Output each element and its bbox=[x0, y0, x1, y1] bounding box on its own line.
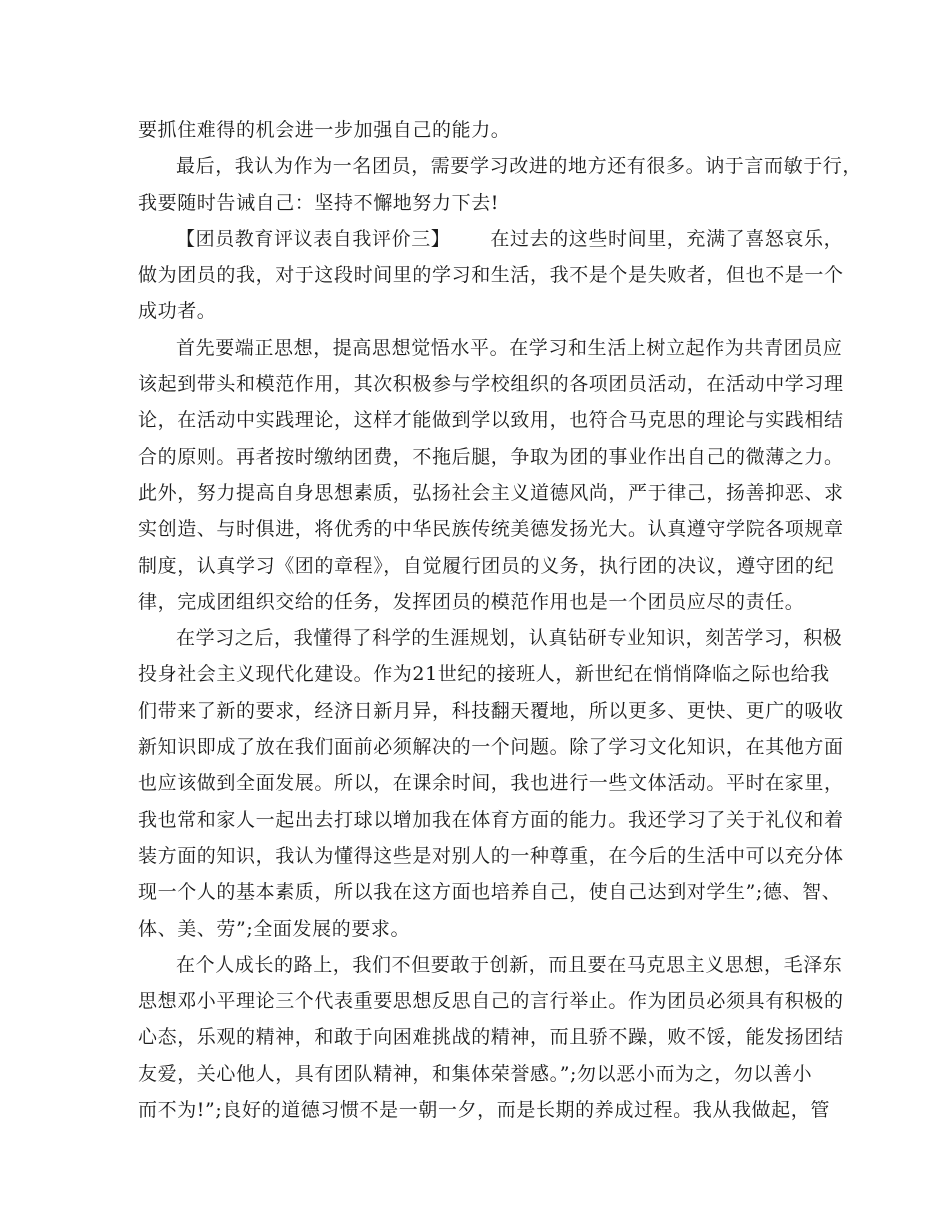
text-line: 要抓住难得的机会进一步加强自己的能力。 bbox=[138, 119, 511, 141]
text-line: 律，完成团组织交给的任务，发挥团员的模范作用也是一个团员应尽的责任。 bbox=[138, 590, 805, 613]
text-line: 成功者。 bbox=[138, 300, 217, 323]
text-line: 装方面的知识，我认为懂得这些是对别人的一种尊重，在今后的生活中可以充分体 bbox=[138, 844, 844, 867]
text-line: 我也常和家人一起出去打球以增加我在体育方面的能力。我还学习了关于礼仪和着 bbox=[138, 808, 844, 831]
text-line: 做为团员的我，对于这段时间里的学习和生活，我不是个是失败者，但也不是一个 bbox=[138, 264, 844, 287]
section-heading-line bbox=[138, 221, 844, 257]
text-line: 友爱，关心他人，具有团队精神，和集体荣誉感。”;勿以恶小而为之，勿以善小 bbox=[138, 1062, 813, 1085]
text-line: 而不为!”;良好的道德习惯不是一朝一夕，而是长期的养成过程。我从我做起，管 bbox=[138, 1099, 830, 1122]
text-line: 思想邓小平理论三个代表重要思想反思自己的言行举止。作为团员必须具有积极的 bbox=[138, 990, 844, 1013]
text-line: 论，在活动中实践理论，这样才能做到学以致用，也符合马克思的理论与实践相结 bbox=[138, 409, 844, 432]
text-line: 此外，努力提高自身思想素质，弘扬社会主义道德风尚，严于律己，扬善抑恶、求 bbox=[138, 481, 844, 504]
text-line: 制度，认真学习《团的章程》，自觉履行团员的义务，执行团的决议，遵守团的纪 bbox=[138, 554, 835, 577]
paragraph-line: 在个人成长的路上，我们不但要敢于创新，而且要在马克思主义思想，毛泽东 bbox=[176, 953, 843, 976]
heading-trailing-text: 在过去的这些时间里，充满了喜怒哀乐， bbox=[490, 227, 844, 250]
text-line: 现一个人的基本素质，所以我在这方面也培养自己，使自己达到对学生”;德、智、 bbox=[138, 881, 842, 904]
paragraph-line: 在学习之后，我懂得了科学的生涯规划，认真钻研专业知识，刻苦学习，积极 bbox=[176, 627, 843, 650]
text-line: 该起到带头和模范作用，其次积极参与学校组织的各项团员活动，在活动中学习理 bbox=[138, 373, 844, 396]
text-line: 也应该做到全面发展。所以，在课余时间，我也进行一些文体活动。平时在家里， bbox=[138, 772, 844, 795]
paragraph-line: 首先要端正思想，提高思想觉悟水平。在学习和生活上树立起作为共青团员应 bbox=[176, 336, 843, 359]
paragraph-line: 最后，我认为作为一名团员，需要学习改进的地方还有很多。讷于言而敏于行， bbox=[176, 155, 863, 178]
section-heading: 【团员教育评议表自我评价三】 bbox=[176, 227, 451, 250]
text-line: 体、美、劳”;全面发展的要求。 bbox=[138, 917, 411, 940]
text-line: 们带来了新的要求，经济日新月异，科技翻天覆地，所以更多、更快、更广的吸收 bbox=[138, 699, 844, 722]
text-line: 投身社会主义现代化建设。作为21世纪的接班人，新世纪在悄悄降临之际也给我 bbox=[138, 663, 830, 686]
text-line: 我要随时告诫自己：坚持不懈地努力下去! bbox=[138, 191, 500, 214]
text-line: 实创造、与时俱进，将优秀的中华民族传统美德发扬光大。认真遵守学院各项规章 bbox=[138, 518, 844, 541]
text-line: 合的原则。再者按时缴纳团费，不拖后腿，争取为团的事业作出自己的微薄之力。 bbox=[138, 445, 844, 468]
document-body bbox=[138, 112, 863, 1128]
text-line: 新知识即成了放在我们面前必须解决的一个问题。除了学习文化知识，在其他方面 bbox=[138, 736, 844, 759]
text-line: 心态，乐观的精神，和敢于向困难挑战的精神，而且骄不躁，败不馁，能发扬团结 bbox=[138, 1026, 844, 1049]
